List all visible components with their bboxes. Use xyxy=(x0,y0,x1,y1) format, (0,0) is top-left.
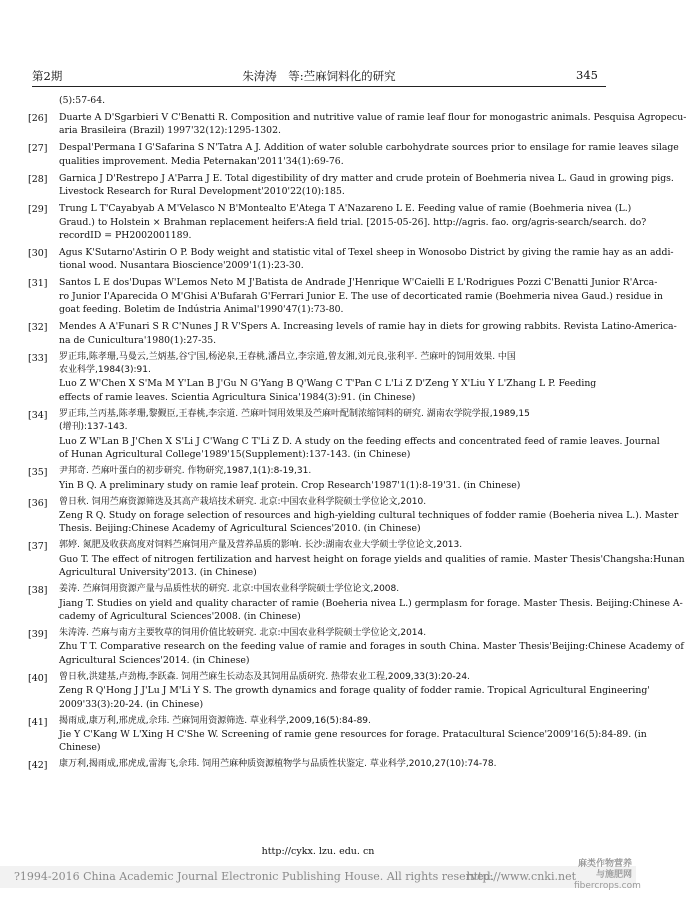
reference-number: [33] xyxy=(28,352,48,364)
reference-item xyxy=(28,583,683,623)
reference-line: Jiang T. Studies on yield and quality character of ramie (Boeheria nivea L.) germplasm for forage. Master Thesis. Beijing:Chinese A- xyxy=(59,597,683,609)
reference-line: Zeng R Q. Study on forage selection of resources and high-yielding cultural techniques of fodder ramie (Boeheria nivea L.). Master xyxy=(59,509,679,521)
reference-line: recordID = PH2002001189. xyxy=(59,230,192,242)
running-title: 朱涛涛 等:苎麻饲料化的研究 xyxy=(242,69,396,83)
reference-item xyxy=(28,351,610,405)
reference-item xyxy=(28,276,663,316)
reference-line: 郭婷. 氮肥及收获高度对饲料苎麻饲用产量及营养品质的影响. 长沙:湖南农业大学硕士学位论文,2013. xyxy=(59,540,463,551)
reference-line: Mendes A A'Funari S R C'Nunes J R V'Spers A. Increasing levels of ramie hay in diets for growing rabbits. Revista Latino-America- xyxy=(59,321,677,333)
reference-line: Agus K'Sutarno'Astirin O P. Body weight and statistic vital of Texel sheep in Wonosobo District by giving the ramie hay as an addi- xyxy=(59,247,674,259)
reference-number: [30] xyxy=(28,248,48,260)
reference-line: 曾日秋. 饲用苎麻资源筛选及其高产栽培技术研究. 北京:中国农业科学院硕士学位论文,2010. xyxy=(59,496,427,507)
reference-line: Agricultural Sciences'2014. (in Chinese) xyxy=(59,654,250,666)
reference-line: Guo T. The effect of nitrogen fertilization and harvest height on forage yields and qualities of ramie. Master Thesis'Changsha:Hunan xyxy=(59,553,685,565)
reference-number: [28] xyxy=(28,173,48,185)
issue-number: 第2期 xyxy=(32,69,63,83)
reference-number: [35] xyxy=(28,467,48,479)
reference-line: 2009'33(3):20-24. (in Chinese) xyxy=(59,698,204,710)
journal-url[interactable]: http://cykx. lzu. edu. cn xyxy=(261,846,375,857)
reference-line: qualities improvement. Media Peternakan'2011'34(1):69-76. xyxy=(59,155,344,167)
reference-line: ro Junior I'Aparecida O M'Ghisi A'Bufarah G'Ferrari Junior E. The use of decorticated ramie (Boehmeria nivea Gaud.) residue in xyxy=(59,290,663,302)
reference-number: [31] xyxy=(28,278,48,290)
reference-line: effects of ramie leaves. Scientia Agricultura Sinica'1984(3):91. (in Chinese) xyxy=(59,391,416,403)
reference-number: [41] xyxy=(28,716,48,728)
page-number: 345 xyxy=(576,68,598,82)
reference-line: aria Brasileira (Brazil) 1997'32(12):1295-1302. xyxy=(59,125,281,137)
reference-line: 尹邦奇. 苎麻叶蛋白的初步研究. 作物研究,1987,1(1):8-19,31. xyxy=(59,466,312,477)
reference-item xyxy=(28,246,674,273)
reference-item xyxy=(28,320,677,347)
reference-line: Trung L T'Cayabyab A M'Velasco N B'Montealto E'Atega T A'Nazareno L E. Feeding value of ramie (Boehmeria nivea (L.) xyxy=(59,203,632,215)
reference-item xyxy=(28,172,674,199)
reference-line: Livestock Research for Rural Development'2010'22(10):185. xyxy=(59,186,345,198)
reference-line: Duarte A D'Sgarbieri V C'Benatti R. Composition and nutritive value of ramie leaf flour for monogastric animals. Pesquisa Agropecu- xyxy=(59,112,686,123)
reference-number: [39] xyxy=(28,628,48,640)
reference-item xyxy=(28,141,679,168)
reference-line: 农业科学,1984(3):91. xyxy=(59,365,151,376)
reference-line: 康万利,揭雨成,邢虎成,雷海飞,佘玮. 饲用苎麻种质资源植物学与品质性状鉴定. 草业科学,2010,27(10):74-78. xyxy=(59,759,497,770)
copyright-text: ?1994-2016 China Academic Journal Electronic Publishing House. All rights reserved. xyxy=(14,870,495,883)
reference-line: of Hunan Agricultural College'1989'15(Supplement):137-143. (in Chinese) xyxy=(59,449,411,461)
reference-line: cademy of Agricultural Sciences'2008. (in Chinese) xyxy=(59,610,301,622)
reference-number: [26] xyxy=(28,113,48,124)
watermark-line-1: 麻类作物营养与施肥网 xyxy=(577,859,632,880)
reference-line: Zhu T T. Comparative research on the feeding value of ramie and forages in south China. Master Thesis'Beijing:Chinese Academy of xyxy=(59,641,684,653)
reference-number: [29] xyxy=(28,204,48,216)
reference-line: Graud.) to Holstein × Brahman replacement heifers:A field trial. [2015-05-26]. http://agris. fao. org/agris-search/search. do? xyxy=(59,216,647,228)
reference-item xyxy=(28,408,660,462)
reference-item xyxy=(28,715,647,755)
reference-number: [38] xyxy=(28,585,48,597)
reference-item xyxy=(28,111,686,138)
watermark-line-2: fibercrops.com xyxy=(574,881,641,891)
reference-line: 罗正玮,陈孝珊,马曼云,兰炳基,谷宁国,杨泌泉,王春桃,潘昌立,李宗道,曾友湘,刘元良,张利平. 苎麻叶的饲用效果. 中国 xyxy=(59,351,516,362)
reference-list xyxy=(28,94,686,775)
reference-line: Luo Z W'Chen X S'Ma M Y'Lan B J'Gu N G'Yang B Q'Wang C T'Pan C L'Li Z D'Zeng Y X'Liu Y L'Zhang L P. Feeding xyxy=(59,378,597,390)
reference-number: [40] xyxy=(28,672,48,684)
reference-item xyxy=(28,539,685,579)
reference-line: (5):57-64. xyxy=(59,95,106,106)
reference-item xyxy=(28,671,650,711)
reference-line: 姜涛. 苎麻饲用资源产量与品质性状的研究. 北京:中国农业科学院硕士学位论文,2008. xyxy=(59,584,400,595)
reference-item xyxy=(28,627,684,667)
copyright-footer xyxy=(0,866,636,888)
reference-line: 曾日秋,洪建基,卢劲梅,李跃森. 饲用苎麻生长动态及其饲用品质研究. 热带农业工程,2009,33(3):20-24. xyxy=(59,671,470,682)
reference-number: [32] xyxy=(28,322,48,334)
reference-line: Chinese) xyxy=(59,742,101,754)
reference-line: Luo Z W'Lan B J'Chen X S'Li J C'Wang C T'Li Z D. A study on the feeding effects and concentrated feed of ramie leaves. Journal xyxy=(59,435,660,447)
reference-line: Despal'Permana I G'Safarina S N'Tatra A J. Addition of water soluble carbohydrate sources prior to ensilage for ramie leaves silage xyxy=(59,142,679,154)
reference-number: [34] xyxy=(28,409,48,421)
reference-line: Yin B Q. A preliminary study on ramie leaf protein. Crop Research'1987'1(1):8-19'31. (in Chinese) xyxy=(59,479,521,491)
reference-number: [37] xyxy=(28,541,48,553)
reference-item xyxy=(28,496,679,536)
reference-line: 朱涛涛. 苎麻与南方主要牧草的饲用价值比较研究. 北京:中国农业科学院硕士学位论文,2014. xyxy=(59,627,427,638)
reference-item xyxy=(28,94,610,107)
reference-number: [27] xyxy=(28,143,48,155)
reference-number: [36] xyxy=(28,497,48,509)
reference-number: [42] xyxy=(28,760,48,772)
cnki-link[interactable]: http://www.cnki.net xyxy=(466,870,576,883)
reference-line: Agricultural University'2013. (in Chinese) xyxy=(59,567,257,579)
reference-line: (增刊):137-143. xyxy=(59,422,128,433)
reference-line: tional wood. Nusantara Bioscience'2009'1(1):23-30. xyxy=(59,260,304,272)
reference-line: Thesis. Beijing:Chinese Academy of Agricultural Sciences'2010. (in Chinese) xyxy=(59,523,421,535)
watermark-logo xyxy=(574,859,641,892)
reference-item xyxy=(28,465,610,492)
reference-line: Jie Y C'Kang W L'Xing H C'She W. Screening of ramie gene resources for forage. Pratacultural Science'2009'16(5):84-89. (in xyxy=(59,728,647,740)
reference-item xyxy=(28,202,647,242)
reference-line: 揭雨成,康万利,邢虎成,佘玮. 苎麻饲用资源筛选. 草业科学,2009,16(5):84-89. xyxy=(59,715,371,726)
running-header xyxy=(32,62,606,87)
reference-line: goat feeding. Boletim de Indústria Animal'1990'47(1):73-80. xyxy=(59,304,344,316)
reference-item xyxy=(28,758,610,771)
reference-line: Zeng R Q'Hong J J'Lu J M'Li Y S. The growth dynamics and forage quality of fodder ramie. Tropical Agricultural Engineering' xyxy=(59,685,650,697)
reference-line: Santos L E dos'Dupas W'Lemos Neto M J'Batista de Andrade J'Henrique W'Caielli E L'Rodrigues Pozzi C'Benatti Junior R'Arca- xyxy=(59,277,658,289)
reference-line: 罗正玮,兰丙基,陈孝珊,黎觐臣,王春桃,李宗道. 苎麻叶饲用效果及苎麻叶配制浓缩饲料的研究. 湖南农学院学报,1989,15 xyxy=(59,408,530,419)
reference-line: na de Cunicultura'1980(1):27-35. xyxy=(59,334,217,346)
reference-line: Garnica J D'Restrepo J A'Parra J E. Total digestibility of dry matter and crude protein of Boehmeria nivea L. Gaud in growing pigs. xyxy=(59,172,674,184)
